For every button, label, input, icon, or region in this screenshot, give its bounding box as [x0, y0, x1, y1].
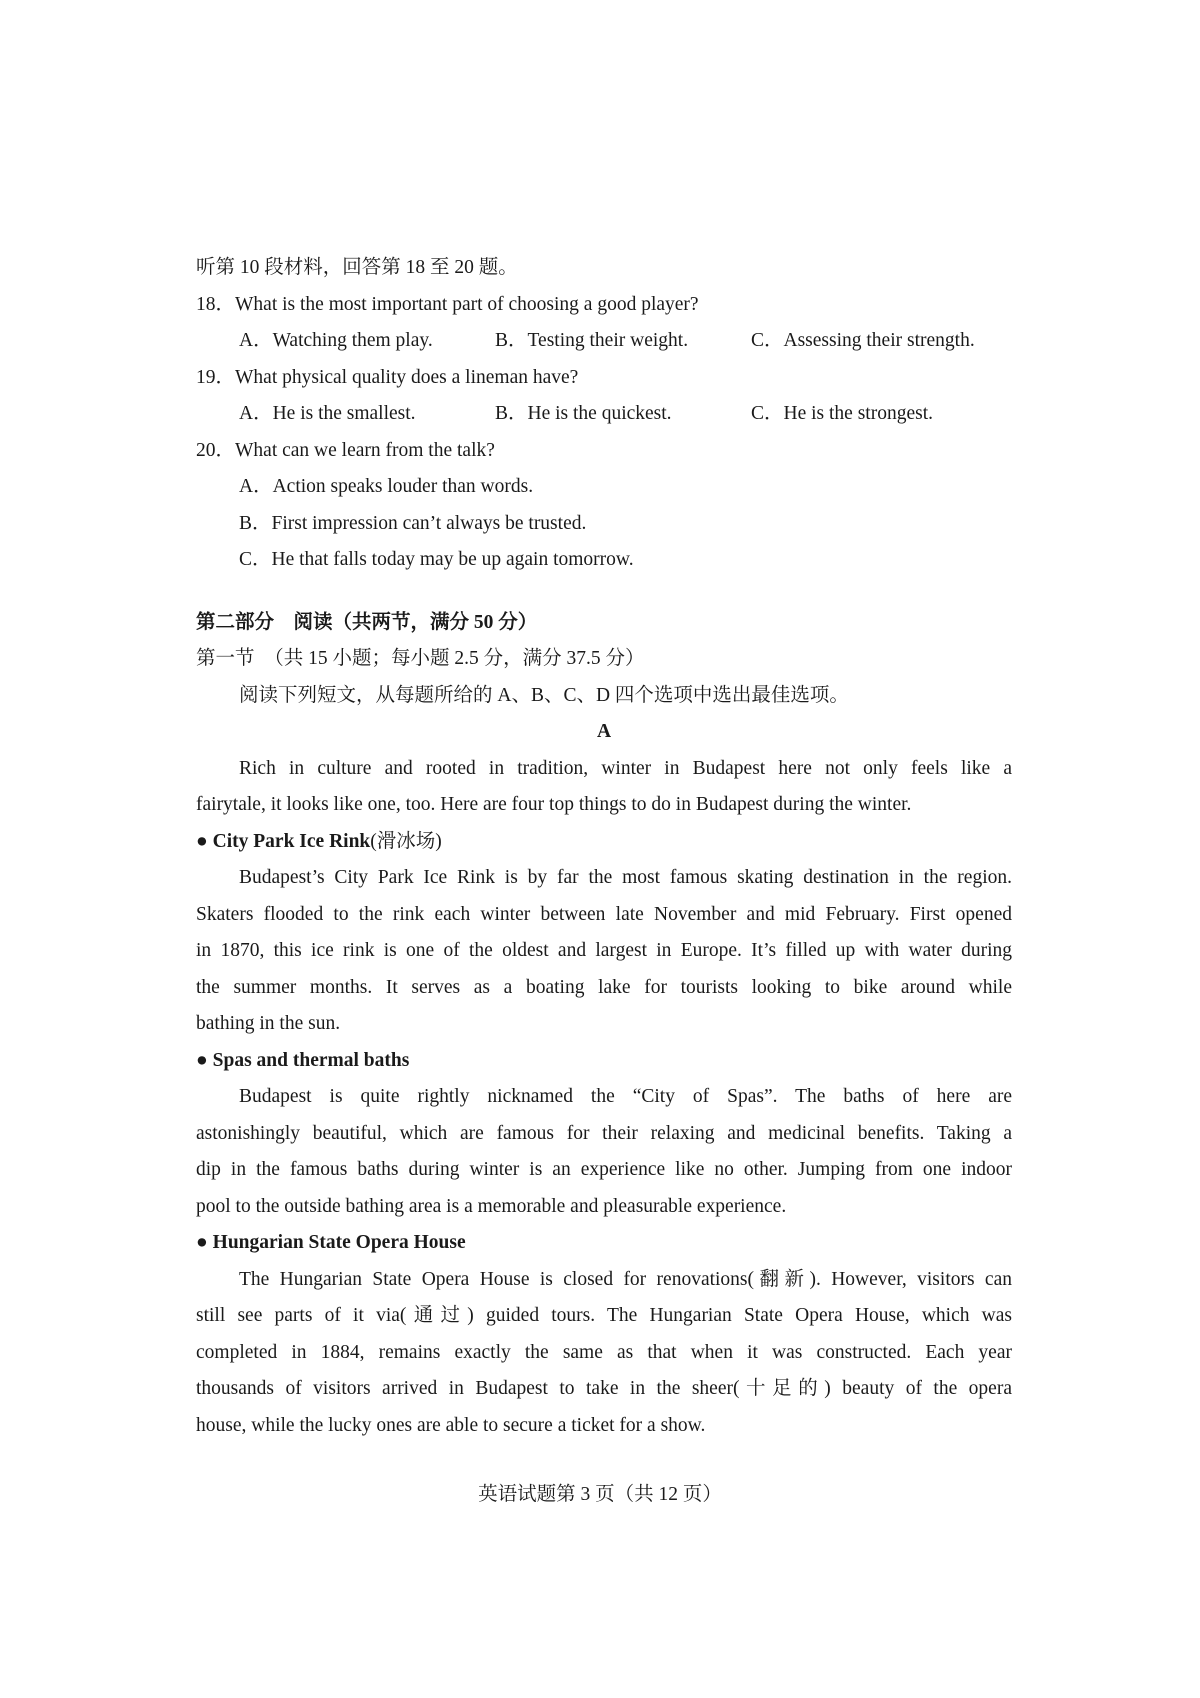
- section-body-opera: [196, 1262, 1012, 1445]
- option-a: A．He is the smallest.: [239, 403, 416, 424]
- passage-line: Rich in culture and rooted in tradition, winter in Budapest here not only feels like a: [239, 757, 1012, 779]
- passage-line: Skaters flooded to the rink each winter between late November and mid February. First opened: [196, 903, 1012, 925]
- option-c: C．He is the strongest.: [751, 403, 933, 424]
- question-19: [196, 360, 1012, 397]
- passage-line: house, while the lucky ones are able to secure a ticket for a show.: [196, 1414, 706, 1436]
- passage-line: the summer months. It serves as a boating lake for tourists looking to bike around while: [196, 976, 1012, 998]
- question-20: [196, 433, 1012, 470]
- passage-line: Budapest is quite rightly nicknamed the “City of Spas”. The baths of here are: [239, 1086, 1012, 1107]
- section-heading-opera: [196, 1225, 1012, 1262]
- passage-line: completed in 1884, remains exactly the same as that when it was constructed. Each year: [196, 1341, 1012, 1363]
- section-heading-bold: ● City Park Ice Rink: [196, 830, 371, 852]
- option-c: C．He that falls today may be up again tomorrow.: [239, 549, 634, 570]
- question-text: What physical quality does a lineman have?: [235, 366, 579, 388]
- passage-line: dip in the famous baths during winter is an experience like no other. Jumping from one indoor: [196, 1159, 1012, 1180]
- option-b: B．He is the quickest.: [495, 403, 672, 424]
- passage-line: bathing in the sun.: [196, 1013, 341, 1034]
- passage-line: thousands of visitors arrived in Budapest to take in the sheer(十足的) beauty of the opera: [196, 1378, 1012, 1399]
- question-18: [196, 287, 1012, 324]
- option-c: C．Assessing their strength.: [751, 330, 975, 351]
- passage-line: Budapest’s City Park Ice Rink is by far the most famous skating destination in the region.: [239, 867, 1012, 888]
- question-number: 18．: [196, 293, 236, 315]
- question-number: 19．: [196, 366, 236, 388]
- passage-line: still see parts of it via(通过) guided tours. The Hungarian State Opera House, which was: [196, 1305, 1012, 1326]
- section-title: 第一节 （共 15 小题；每小题 2.5 分，满分 37.5 分）: [196, 648, 645, 669]
- section-heading-bold: ● Spas and thermal baths: [196, 1049, 410, 1071]
- section-heading-bold: ● Hungarian State Opera House: [196, 1232, 466, 1253]
- passage-line: fairytale, it looks like one, too. Here are four top things to do in Budapest during the winter.: [196, 794, 912, 815]
- section-heading-ice-rink: [196, 824, 1012, 861]
- option-a: A．Action speaks louder than words.: [239, 476, 534, 497]
- instructions: 阅读下列短文，从每题所给的 A、B、C、D 四个选项中选出最佳选项。: [239, 684, 849, 706]
- question-text: What can we learn from the talk?: [235, 439, 495, 461]
- option-b: B．First impression can’t always be trusted.: [239, 512, 587, 534]
- option-a: A．Watching them play.: [239, 330, 433, 351]
- page-content: [196, 250, 1012, 1444]
- passage-intro: [196, 751, 1012, 824]
- page-footer: 英语试题第 3 页（共 12 页）: [478, 1484, 722, 1505]
- question-18-options: [196, 323, 1012, 360]
- passage-line: in 1870, this ice rink is one of the oldest and largest in Europe. It’s filled up with water during: [196, 940, 1012, 961]
- listening-intro: 听第 10 段材料，回答第 18 至 20 题。: [196, 257, 518, 278]
- section-gap: [196, 579, 1012, 605]
- part-title: 第二部分 阅读（共两节，满分 50 分）: [196, 611, 538, 633]
- section-heading-note: (滑冰场): [370, 830, 442, 852]
- section-body-spas: [196, 1079, 1012, 1225]
- passage-line: astonishingly beautiful, which are famous for their relaxing and medicinal benefits. Taking a: [196, 1122, 1012, 1144]
- section-heading-spas: [196, 1043, 1012, 1080]
- passage-label: A: [596, 721, 612, 742]
- passage-line: pool to the outside bathing area is a memorable and pleasurable experience.: [196, 1195, 787, 1217]
- passage-line: The Hungarian State Opera House is closed for renovations(翻新). However, visitors can: [239, 1268, 1012, 1290]
- section-body-ice-rink: [196, 860, 1012, 1043]
- question-number: 20．: [196, 439, 236, 461]
- question-19-options: [196, 396, 1012, 433]
- question-text: What is the most important part of choosing a good player?: [235, 293, 699, 315]
- option-b: B．Testing their weight.: [495, 330, 689, 351]
